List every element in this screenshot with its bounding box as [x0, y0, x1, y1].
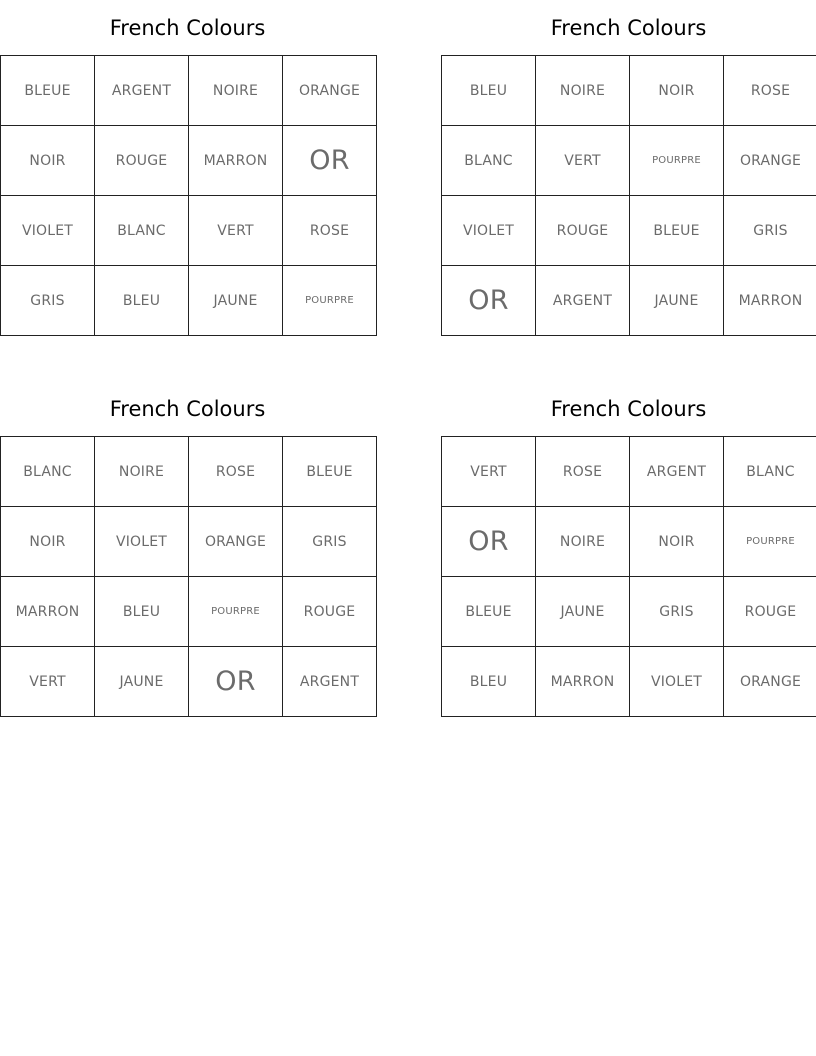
grid-cell: MARRON	[189, 126, 283, 196]
grid-row	[442, 647, 816, 717]
grid-row	[442, 126, 816, 196]
grid-cell: VIOLET	[1, 196, 95, 266]
bingo-grid	[0, 55, 377, 336]
bingo-card-4	[441, 381, 816, 717]
grid-cell: JAUNE	[536, 577, 630, 647]
grid-cell: ROSE	[724, 56, 816, 126]
grid-cell: ORANGE	[724, 126, 816, 196]
grid-cell: BLANC	[442, 126, 536, 196]
grid-cell: VERT	[189, 196, 283, 266]
grid-row	[1, 266, 377, 336]
grid-cell: MARRON	[724, 266, 816, 336]
grid-cell: NOIRE	[95, 437, 189, 507]
grid-cell: MARRON	[1, 577, 95, 647]
grid-cell: NOIR	[630, 507, 724, 577]
grid-cell: GRIS	[630, 577, 724, 647]
grid-cell: GRIS	[724, 196, 816, 266]
bingo-grid	[441, 436, 816, 717]
grid-row	[1, 196, 377, 266]
grid-cell: MARRON	[536, 647, 630, 717]
bingo-card-2	[441, 0, 816, 336]
grid-cell: VIOLET	[95, 507, 189, 577]
grid-row	[442, 577, 816, 647]
grid-cell: JAUNE	[189, 266, 283, 336]
bingo-card-3	[0, 381, 375, 717]
grid-cell: BLANC	[1, 437, 95, 507]
grid-row	[1, 437, 377, 507]
grid-cell: POURPRE	[630, 126, 724, 196]
grid-cell: NOIR	[1, 507, 95, 577]
grid-row	[1, 56, 377, 126]
grid-cell: BLEU	[95, 577, 189, 647]
grid-cell: ROSE	[536, 437, 630, 507]
grid-cell: GRIS	[283, 507, 377, 577]
grid-cell: NOIRE	[536, 507, 630, 577]
grid-cell: BLEU	[442, 647, 536, 717]
grid-row	[442, 266, 816, 336]
card-title: French Colours	[109, 397, 266, 421]
grid-cell: NOIRE	[536, 56, 630, 126]
grid-cell: ROUGE	[536, 196, 630, 266]
grid-cell: ROUGE	[95, 126, 189, 196]
grid-cell: POURPRE	[283, 266, 377, 336]
grid-cell: BLEUE	[1, 56, 95, 126]
grid-cell: BLEUE	[630, 196, 724, 266]
grid-cell: BLEUE	[283, 437, 377, 507]
grid-cell: BLEU	[95, 266, 189, 336]
grid-cell: OR	[189, 647, 283, 717]
card-title: French Colours	[550, 16, 707, 40]
grid-cell: BLEUE	[442, 577, 536, 647]
grid-row	[1, 126, 377, 196]
grid-row	[1, 507, 377, 577]
grid-row	[1, 647, 377, 717]
grid-cell: ROUGE	[283, 577, 377, 647]
bingo-grid	[0, 436, 377, 717]
grid-cell: ROSE	[283, 196, 377, 266]
grid-cell: OR	[283, 126, 377, 196]
grid-cell: GRIS	[1, 266, 95, 336]
grid-cell: BLEU	[442, 56, 536, 126]
grid-cell: OR	[442, 507, 536, 577]
bingo-grid	[441, 55, 816, 336]
card-title: French Colours	[550, 397, 707, 421]
grid-cell: ARGENT	[630, 437, 724, 507]
grid-cell: ROUGE	[724, 577, 816, 647]
grid-cell: VERT	[442, 437, 536, 507]
grid-cell: ORANGE	[283, 56, 377, 126]
grid-cell: POURPRE	[724, 507, 816, 577]
grid-cell: ORANGE	[189, 507, 283, 577]
grid-cell: ARGENT	[536, 266, 630, 336]
bingo-card-1	[0, 0, 375, 336]
grid-cell: ARGENT	[283, 647, 377, 717]
grid-cell: JAUNE	[630, 266, 724, 336]
grid-row	[442, 437, 816, 507]
grid-cell: NOIRE	[189, 56, 283, 126]
card-title: French Colours	[109, 16, 266, 40]
grid-cell: ROSE	[189, 437, 283, 507]
grid-cell: BLANC	[724, 437, 816, 507]
grid-cell: VERT	[1, 647, 95, 717]
grid-cell: VIOLET	[630, 647, 724, 717]
grid-cell: POURPRE	[189, 577, 283, 647]
grid-cell: ORANGE	[724, 647, 816, 717]
grid-row	[442, 196, 816, 266]
grid-row	[442, 507, 816, 577]
grid-cell: BLANC	[95, 196, 189, 266]
grid-cell: OR	[442, 266, 536, 336]
grid-cell: ARGENT	[95, 56, 189, 126]
grid-cell: VIOLET	[442, 196, 536, 266]
grid-row	[1, 577, 377, 647]
grid-cell: VERT	[536, 126, 630, 196]
grid-cell: NOIR	[1, 126, 95, 196]
grid-cell: NOIR	[630, 56, 724, 126]
grid-cell: JAUNE	[95, 647, 189, 717]
grid-row	[442, 56, 816, 126]
